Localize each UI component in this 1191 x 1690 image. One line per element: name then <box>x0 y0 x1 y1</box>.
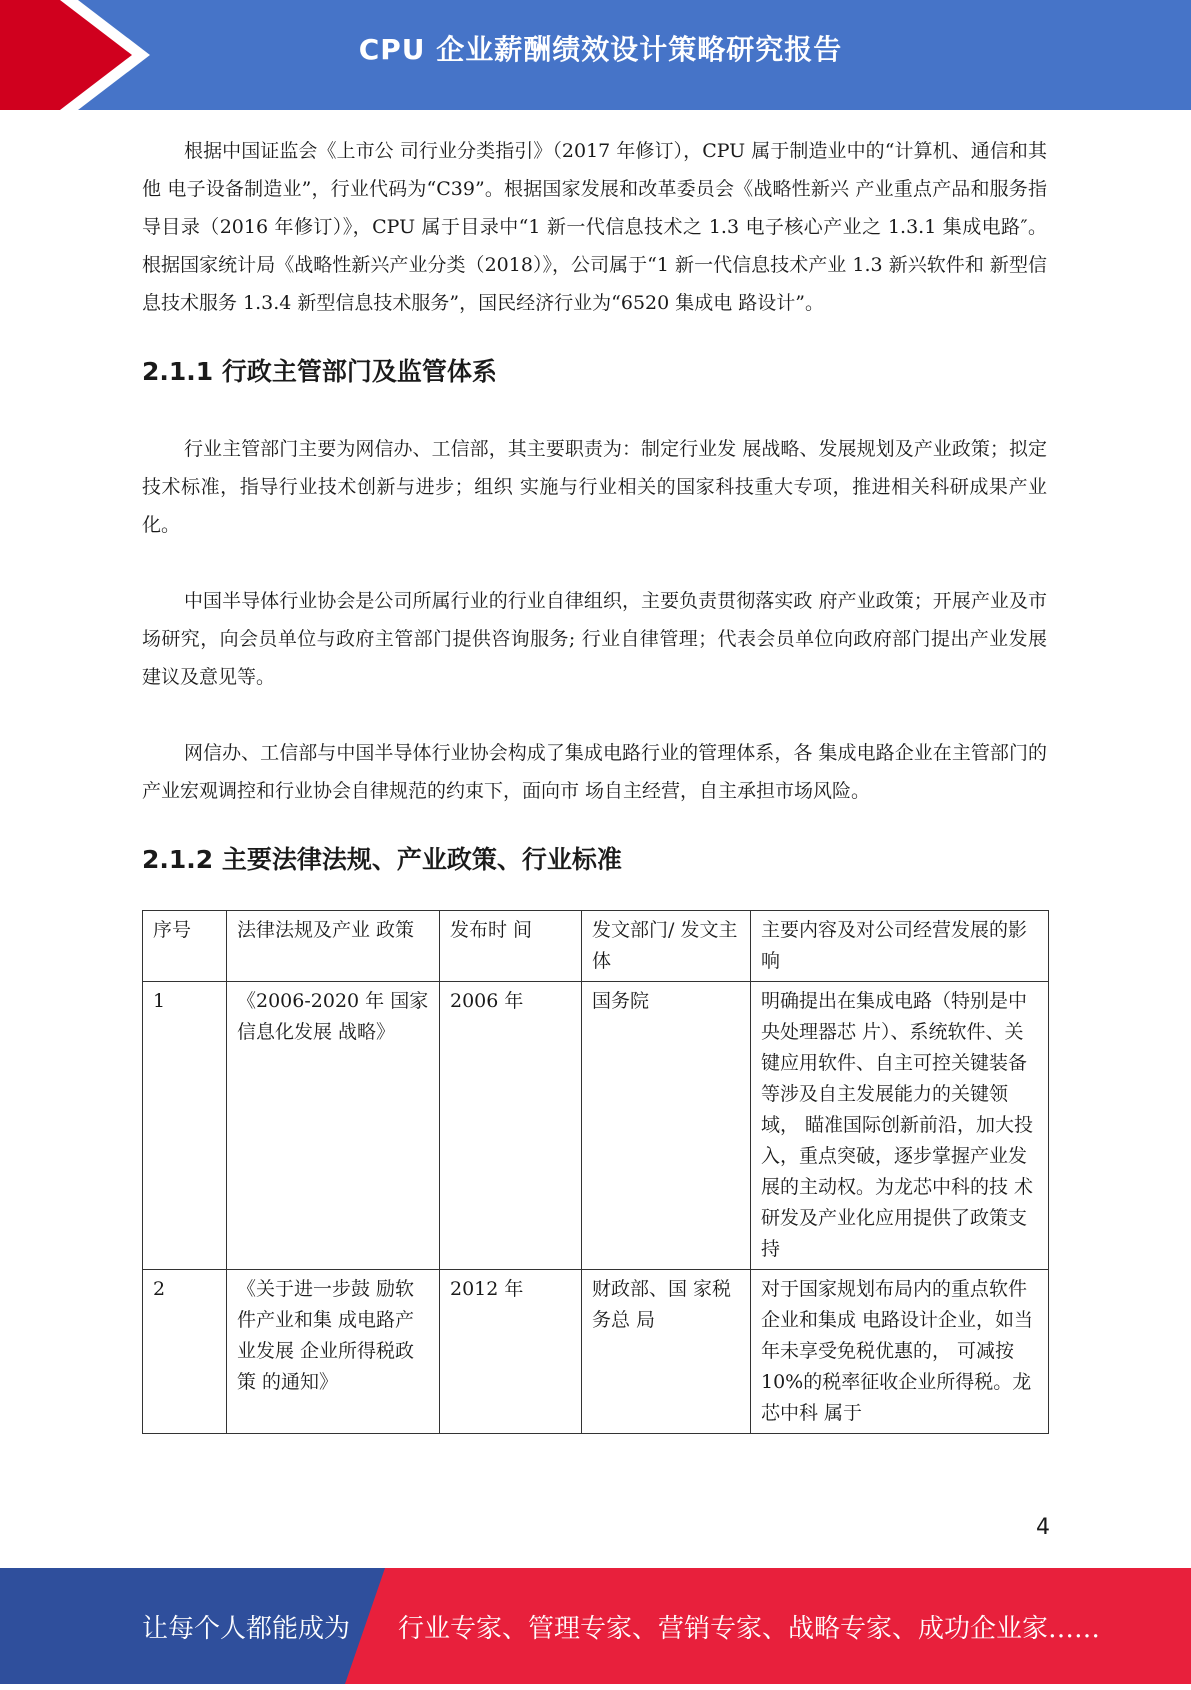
table-row <box>143 1270 1049 1434</box>
table-cell-policy: 《关于进一步鼓 励软件产业和集 成电路产业发展 企业所得税政策 的通知》 <box>227 1270 440 1434</box>
page-footer <box>0 1568 1191 1684</box>
table-cell-issuer: 国务院 <box>582 982 751 1270</box>
table-header-cell: 发文部门/ 发文主体 <box>582 911 751 982</box>
table-cell-date: 2006 年 <box>440 982 582 1270</box>
table-cell-content: 对于国家规划布局内的重点软件企业和集成 电路设计企业，如当年未享受免税优惠的， 可减按10%的税率征收企业所得税。龙芯中科 属于 <box>751 1270 1049 1434</box>
table-header-row <box>143 911 1049 982</box>
section-heading-2-1-1: 2.1.1 行政主管部门及监管体系 <box>142 357 497 386</box>
document-body <box>142 132 1047 1434</box>
header-title: CPU 企业薪酬绩效设计策略研究报告 <box>358 33 843 66</box>
section-heading-2-1-2: 2.1.2 主要法律法规、产业政策、行业标准 <box>142 845 622 874</box>
table-cell-index: 1 <box>143 982 227 1270</box>
footer-slogan-right: 行业专家、管理专家、营销专家、战略专家、成功企业家…… <box>398 1614 1101 1644</box>
table-row <box>143 982 1049 1270</box>
table-cell-index: 2 <box>143 1270 227 1434</box>
intro-paragraph: 根据中国证监会《上市公 司行业分类指引》（2017 年修订），CPU 属于制造业中的“计算机、通信和其他 电子设备制造业”，行业代码为“C39”。根据国家发展和改革委员会《战略性新兴 产业重点产品和服务指导目录（2016 年修订）》，CPU 属于目录中“1 新一代信息技术之 1.3 电子核心产业之 1.3.1 集成电路″。根据国家统计局《战略性新兴产业分类（2018）》，公司属于“1 新一代信息技术产业 1.3 新兴软件和 新型信息技术服务 1.3.4 新型信息技术服务”，国民经济行业为“6520 集成电 路设计”。 <box>142 140 1047 314</box>
page-number: 4 <box>1036 1515 1050 1540</box>
table-cell-date: 2012 年 <box>440 1270 582 1434</box>
policy-table <box>142 910 1049 1434</box>
page-header <box>0 0 1191 110</box>
footer-slogan-left: 让每个人都能成为 <box>142 1614 351 1644</box>
table-header-cell: 主要内容及对公司经营发展的影响 <box>751 911 1049 982</box>
table-header-cell: 序号 <box>143 911 227 982</box>
paragraph-association: 中国半导体行业协会是公司所属行业的行业自律组织，主要负责贯彻落实政 府产业政策；开展产业及市场研究，向会员单位与政府主管部门提供咨询服务; 行业自律管理；代表会员单位向政府部门提出产业发展建议及意见等。 <box>142 590 1047 688</box>
table-header-cell: 法律法规及产业 政策 <box>227 911 440 982</box>
paragraph-regulators: 行业主管部门主要为网信办、工信部，其主要职责为：制定行业发 展战略、发展规划及产业政策；拟定技术标准，指导行业技术创新与进步；组织 实施与行业相关的国家科技重大专项，推进相关科研成果产业化。 <box>142 438 1047 536</box>
table-cell-content: 明确提出在集成电路（特别是中央处理器芯 片）、系统软件、关键应用软件、自主可控关键装备等涉及自主发展能力的关键领域， 瞄准国际创新前沿，加大投入，重点突破，逐步掌握产业发展的主动权。为龙芯中科的技 术研发及产业化应用提供了政策支持 <box>751 982 1049 1270</box>
paragraph-management-system: 网信办、工信部与中国半导体行业协会构成了集成电路行业的管理体系，各 集成电路企业在主管部门的产业宏观调控和行业协会自律规范的约束下，面向市 场自主经营，自主承担市场风险。 <box>142 742 1047 802</box>
table-cell-issuer: 财政部、国 家税务总 局 <box>582 1270 751 1434</box>
table-header-cell: 发布时 间 <box>440 911 582 982</box>
table-cell-policy: 《2006-2020 年 国家信息化发展 战略》 <box>227 982 440 1270</box>
